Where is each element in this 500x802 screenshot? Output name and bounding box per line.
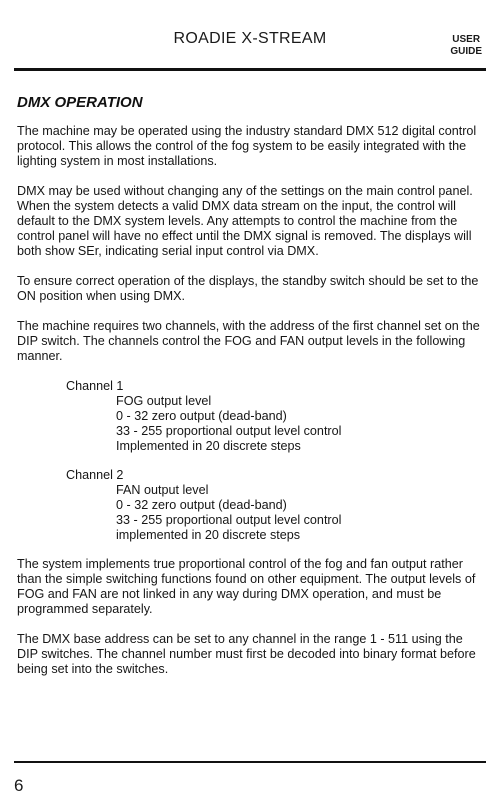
channel-block-1 [66, 379, 485, 454]
channel-detail-line: 33 - 255 proportional output level control [116, 513, 342, 527]
channel-details [116, 394, 485, 454]
channel-title: Channel 2 [66, 468, 124, 482]
channel-block-2 [66, 468, 485, 543]
channel-details [116, 483, 485, 543]
channel-detail-line: 0 - 32 zero output (dead-band) [116, 409, 287, 423]
paragraph-base-address: The DMX base address can be set to any channel in the range 1 - 511 using the DIP switches. The channel number must first be decoded into binary format before being set into the switches. [17, 632, 476, 676]
channel-detail-line: implemented in 20 discrete steps [116, 528, 301, 542]
user-guide-label-line1: USER [452, 34, 481, 45]
page-body [17, 124, 485, 692]
paragraph-control-panel: DMX may be used without changing any of the settings on the main control panel. When the system detects a valid DMX data stream on the input, the control will default to the DMX system levels. Any attempts to control the machine from the control panel will have no effect until the DMX signal is removed. The displays will both show SEr, indicating serial input control via DMX. [17, 184, 473, 258]
section-title: DMX OPERATION [17, 94, 143, 111]
paragraph-standby-switch: To ensure correct operation of the displays, the standby switch should be set to the ON position when using DMX. [17, 274, 479, 303]
header-divider [14, 68, 486, 71]
user-guide-label [450, 34, 482, 58]
paragraph-channels: The machine requires two channels, with the address of the first channel set on the DIP switch. The channels control the FOG and FAN output levels in the following manner. [17, 319, 480, 363]
footer-divider [14, 761, 486, 763]
page-header [14, 28, 486, 68]
channel-title: Channel 1 [66, 379, 124, 393]
document-title: ROADIE X-STREAM [173, 30, 327, 47]
page-number: 6 [14, 776, 24, 795]
paragraph-proportional-control: The system implements true proportional control of the fog and fan output rather than the simple switching functions found on other equipment. The output levels of FOG and FAN are not linked in any way during DMX operation, and must be programmed separately. [17, 557, 476, 616]
user-guide-label-line2: GUIDE [450, 46, 482, 57]
paragraph-intro: The machine may be operated using the industry standard DMX 512 digital control protocol. This allows the control of the fog system to be easily integrated with the lighting system in most installations. [17, 124, 477, 168]
channel-detail-line: 0 - 32 zero output (dead-band) [116, 498, 287, 512]
channel-detail-line: Implemented in 20 discrete steps [116, 439, 301, 453]
channel-detail-line: 33 - 255 proportional output level control [116, 424, 342, 438]
channel-detail-line: FAN output level [116, 483, 209, 497]
channel-detail-line: FOG output level [116, 394, 212, 408]
